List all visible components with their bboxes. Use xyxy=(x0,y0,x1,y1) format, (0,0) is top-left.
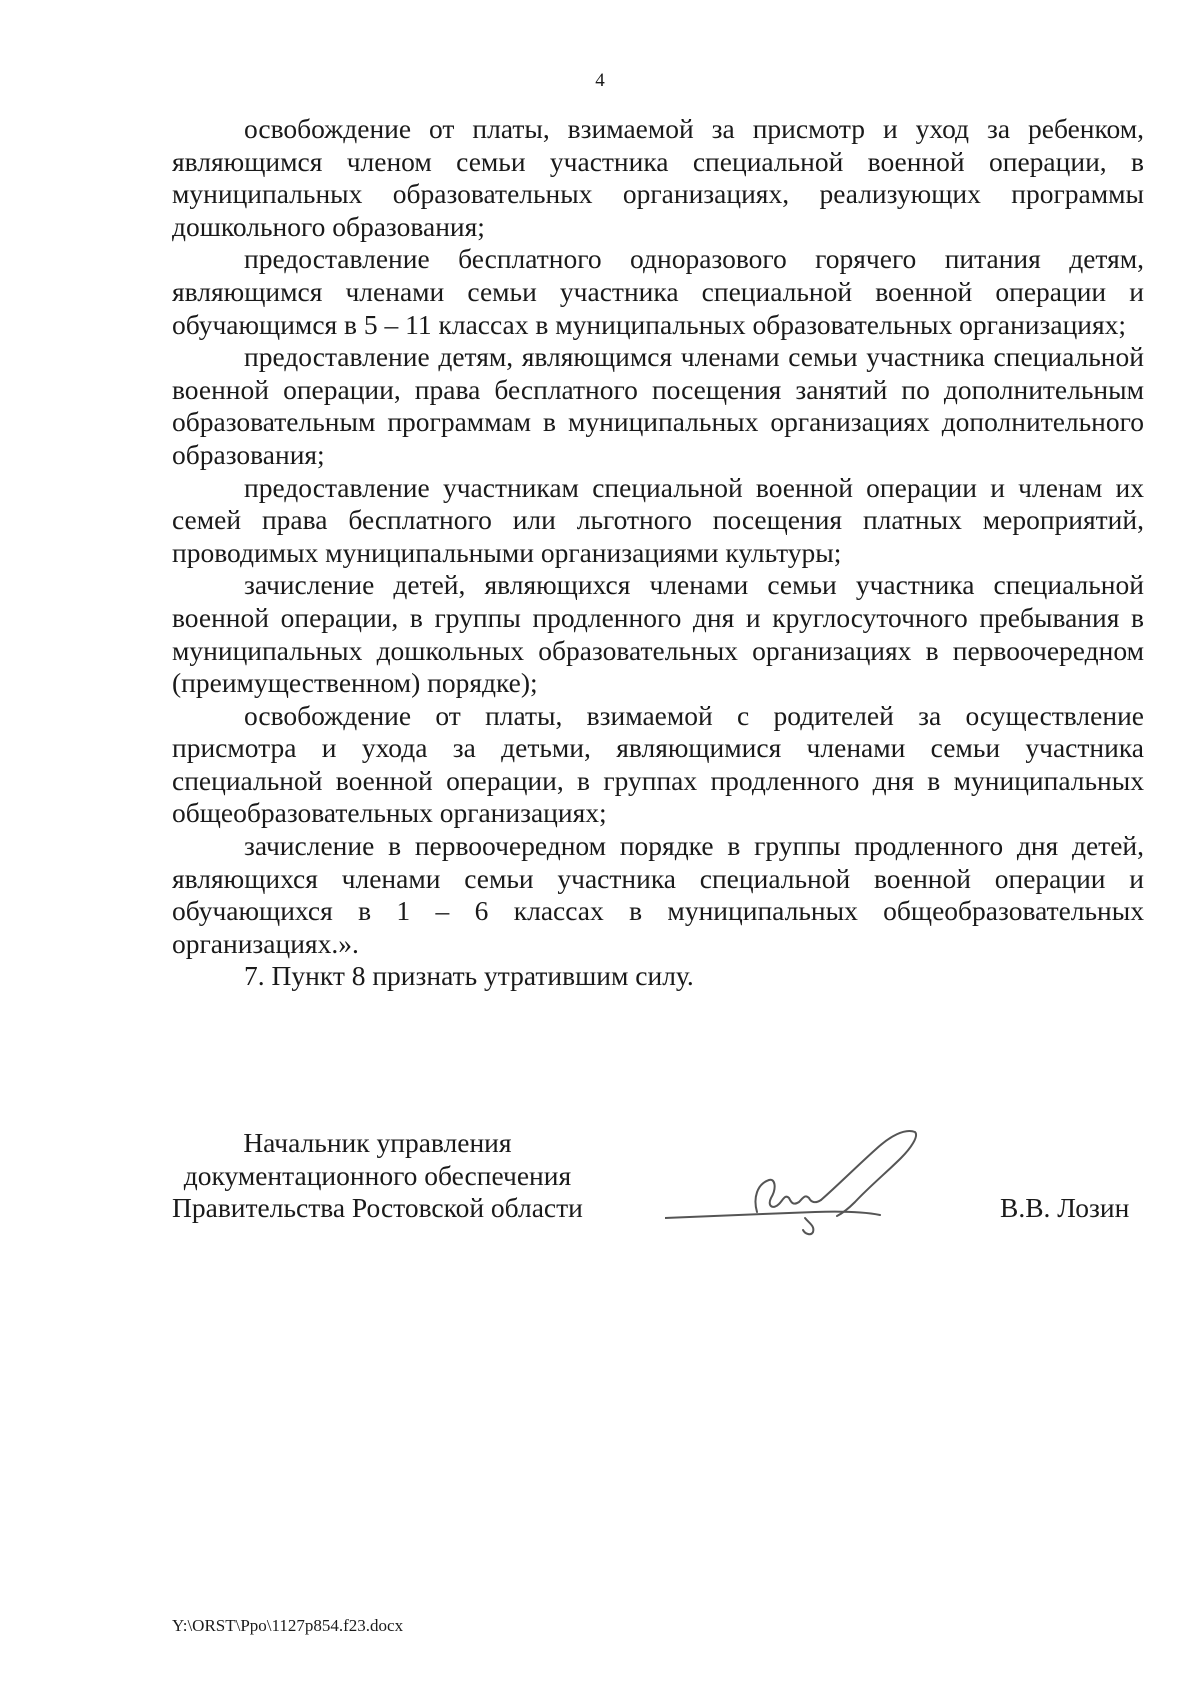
paragraph: освобождение от платы, взимаемой с родителей за осуществление присмотра и ухода за детьми, являющимися членами семьи участника специальной военной операции, в группах продленного дня в муниципальных общеобразовательных организациях; xyxy=(172,699,1144,829)
paragraph: зачисление детей, являющихся членами семьи участника специальной военной операции, в группы продленного дня и круглосуточного пребывания в муниципальных дошкольных образовательных организациях в первоочередном (преимущественном) порядке); xyxy=(172,569,1144,699)
document-body xyxy=(172,113,1144,993)
signatory-title xyxy=(172,1127,583,1225)
paragraph: 7. Пункт 8 признать утратившим силу. xyxy=(244,960,694,992)
paragraph: освобождение от платы, взимаемой за присмотр и уход за ребенком, являющимся членом семьи участника специальной военной операции, в муниципальных образовательных организациях, реализующих программы дошкольного образования; xyxy=(172,113,1144,242)
signatory-name: В.В. Лозин xyxy=(1000,1192,1130,1223)
paragraph: предоставление бесплатного одноразового горячего питания детям, являющимся членами семьи участника специальной военной операции и обучающимся в 5 – 11 классах в муниципальных образовательных организациях; xyxy=(172,243,1144,340)
signatory-title-line: документационного обеспечения xyxy=(183,1159,572,1191)
handwritten-signature xyxy=(665,1118,945,1243)
paragraph: предоставление детям, являющимся членами семьи участника специальной военной операции, права бесплатного посещения занятий по дополнительным образовательным программам в муниципальных организациях дополнительного образования; xyxy=(172,341,1144,470)
page-number: 4 xyxy=(595,70,605,91)
paragraph: зачисление в первоочередном порядке в группы продленного дня детей, являющихся членами семьи участника специальной военной операции и обучающихся в 1 – 6 классах в муниципальных общеобразовательных организациях.». xyxy=(172,830,1144,959)
paragraph: предоставление участникам специальной военной операции и членам их семей права бесплатного или льготного посещения платных мероприятий, проводимых муниципальными организациями культуры; xyxy=(172,471,1144,568)
file-path: Y:\ORST\Ppo\1127p854.f23.docx xyxy=(172,1616,404,1635)
signatory-title-line: Правительства Ростовской области xyxy=(172,1192,583,1224)
signatory-title-line: Начальник управления xyxy=(243,1127,512,1158)
